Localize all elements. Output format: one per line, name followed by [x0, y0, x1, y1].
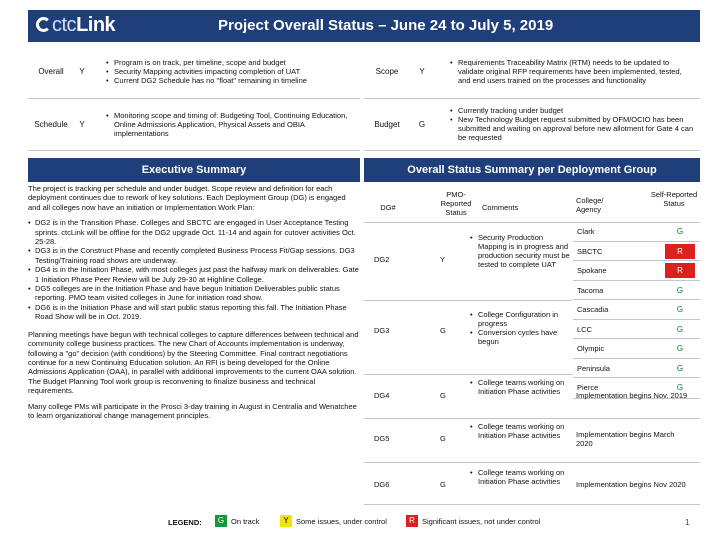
dg-label: DG5 [374, 434, 390, 443]
dg-comment: • Security Production Mapping is in progress and production security must be tested to complete UAT [468, 233, 572, 269]
legend-swatch-red: R [406, 515, 418, 527]
title-bar [28, 10, 700, 42]
status-bullet: • Monitoring scope and timing of: Budgeting Tool, Continuing Education, Online Admissions Application, Physical Assets and OBIA implementations [104, 111, 356, 138]
implementation-note: Implementation begins Nov. 2019 [576, 391, 688, 400]
col-header-comments: Comments [482, 203, 519, 212]
summary-bullet: • DG3 is in the Construct Phase and recently completed Business Process Fit/Gap sessions. DG3 Testing/Training road shows are underway. [28, 246, 360, 265]
legend-label: Significant issues, not under control [422, 517, 541, 526]
summary-paragraph: Planning meetings have begun with technical colleges to capture differences between technical and community college business practices. The new Chart of Accounts implementation is underway, following a "go" decision (with conditions) by the Steering Committee. Final contract negotiations continue for a new Continuing Education solution. An RFI is being developed for the Online Admissions Application (OAA), in parallel with additional improvements to the current OAA solution. The Budget Planning Tool work group is reconvening to finalize business and technical requirements. [28, 329, 359, 396]
summary-bullets [28, 218, 360, 321]
status-notes [434, 46, 700, 98]
college-status: G [676, 285, 684, 295]
dg-comments [468, 233, 572, 269]
status-bullet: • Program is on track, per timeline, scope and budget [104, 58, 356, 67]
status-row-scope [364, 46, 700, 98]
college-name: SBCTC [577, 246, 603, 256]
deployment-heading: Overall Status Summary per Deployment Group [364, 158, 700, 182]
dg-comments [468, 422, 572, 440]
status-row-budget [364, 98, 700, 150]
college-name: Tacoma [577, 285, 604, 295]
dg-row-divider [364, 374, 573, 375]
dg-comment: • College teams working on Initiation Phase activities [468, 422, 572, 440]
status-rating: Y [410, 46, 434, 98]
dg-comment: • Conversion cycles have begun [468, 328, 572, 346]
ctclink-logo [36, 14, 115, 37]
dg-comments [468, 378, 572, 396]
college-name: Spokane [577, 266, 607, 275]
exec-summary-body [28, 184, 360, 426]
college-status: G [676, 305, 684, 314]
dg-row-divider [364, 418, 700, 419]
dg-label: DG3 [374, 326, 390, 335]
college-row-spokane [573, 261, 700, 281]
dg-row-divider [364, 300, 572, 301]
college-status: R [665, 263, 695, 278]
college-status: G [676, 383, 684, 392]
dg-row-divider [364, 462, 700, 463]
status-bullet: • Requirements Traceability Matrix (RTM) needs to be updated to validate original RFP requirements have been implemented, tested, and end users trained on the processes and functionality [448, 58, 696, 85]
exec-summary-heading: Executive Summary [28, 158, 360, 182]
logo-suffix: Link [76, 14, 116, 36]
college-row-sbctc [573, 242, 700, 262]
col-header-dg: DG# [380, 203, 396, 212]
college-row-olympic [573, 339, 700, 359]
status-row-overall [28, 46, 360, 98]
status-rating: G [410, 98, 434, 150]
dg-comments [468, 310, 572, 346]
status-label: Overall [28, 46, 74, 98]
summary-bullet: • DG6 is in the Initiation Phase and will start public status reporting this fall. The Initiation Phase Road Show will be in Oct. 2019. [28, 303, 360, 322]
status-bullet: • Currently tracking under budget [448, 106, 696, 115]
college-status: G [676, 324, 684, 334]
college-status: G [676, 344, 684, 353]
col-header-self: Self-Reported Status [650, 190, 698, 208]
dg-comment: • College Configuration in progress [468, 310, 572, 328]
legend-title: LEGEND: [168, 518, 202, 527]
college-name: LCC [577, 324, 593, 334]
college-name: Clark [577, 227, 595, 236]
dg-pmo-status: Y [440, 255, 446, 264]
college-row-cascadia [573, 300, 700, 320]
college-name: Pierce [577, 383, 599, 392]
implementation-note: Implementation begins Nov 2020 [576, 480, 686, 489]
dg-label: DG4 [374, 391, 390, 400]
college-name: Peninsula [577, 363, 610, 373]
dg-comments [468, 468, 572, 486]
dg-pmo-status: G [440, 391, 446, 400]
page-number: 1 [685, 518, 690, 527]
status-table-left [28, 46, 360, 151]
implementation-note: Implementation begins March 2020 [576, 430, 675, 448]
dg-comment: • College teams working on Initiation Phase activities [468, 378, 572, 396]
summary-paragraph: Many college PMs will participate in the Prosci 3-day training in August in Centralia and Wenatchee to learn organizational change management principles. [28, 401, 357, 420]
legend [168, 512, 700, 532]
status-bullet: • New Technology Budget request submitted by OFM/OCIO has been submitted and waiting on approval before new allotment for Gate 4 can be requested [448, 115, 696, 142]
college-row-clark [573, 222, 700, 242]
status-bullet: • Security Mapping activities impacting completion of UAT [104, 67, 356, 76]
dg-row-divider [364, 504, 700, 505]
col-header-pmo: PMO-Reported Status [440, 190, 472, 217]
summary-intro: The project is tracking per schedule and under budget. Scope review and definition for each deployment continues due to rework of key solutions. Each Deployment Group (DG) is engaged and all colleges now have an initiation or Implementation Work Plan: [28, 184, 346, 212]
dg-pmo-status: G [440, 326, 446, 335]
logo-prefix: ctc [52, 14, 77, 36]
college-status: R [665, 244, 695, 259]
status-table-right [364, 46, 700, 151]
college-status: G [676, 227, 684, 236]
logo-swirl-icon [36, 17, 51, 32]
college-row-lcc [573, 320, 700, 340]
legend-label: On track [231, 517, 260, 526]
legend-label: Some issues, under control [296, 517, 387, 526]
status-rating: Y [74, 46, 90, 98]
summary-bullet: • DG2 is in the Transition Phase. Colleges and SBCTC are engaged in User Acceptance Testing sprints. ctcLink will be offline for the DG2 upgrade Oct. 11-14 and again for cutover activities Oct. 25-28. [28, 218, 360, 246]
status-bullet: • Current DG2 Schedule has no "float" remaining in timeline [104, 76, 356, 85]
status-label: Schedule [28, 98, 74, 150]
legend-swatch-green: G [215, 515, 227, 527]
page-title: Project Overall Status – June 24 to July 5, 2019 [218, 17, 554, 34]
dg-label: DG6 [374, 480, 390, 489]
status-label: Scope [364, 46, 410, 98]
status-notes [90, 98, 360, 150]
college-row-peninsula [573, 359, 700, 379]
status-rating: Y [74, 98, 90, 150]
dg-pmo-status: G [440, 434, 446, 443]
college-name: Cascadia [577, 305, 609, 314]
summary-bullet: • DG4 is in the Initiation Phase, with most colleges just past the halfway mark on deliverables. Gate 1 Initiation Phase Peer Review will be July 29-30 at Highline College. [28, 265, 360, 284]
college-row-tacoma [573, 281, 700, 301]
dg-label: DG2 [374, 255, 390, 264]
college-status: G [676, 363, 684, 373]
dg-comment: • College teams working on Initiation Phase activities [468, 468, 572, 486]
status-label: Budget [364, 98, 410, 150]
legend-swatch-yellow: Y [280, 515, 292, 527]
dg-pmo-status: G [440, 480, 446, 489]
summary-bullet: • DG5 colleges are in the Initiation Phase and have begun Initiation Deliverables public status reporting. PMO team visited colleges in June for initiation road show. [28, 284, 360, 303]
college-name: Olympic [577, 344, 605, 353]
status-row-schedule [28, 98, 360, 150]
status-notes [90, 46, 360, 98]
col-header-college: College/ Agency [576, 196, 604, 214]
status-notes [434, 98, 700, 150]
